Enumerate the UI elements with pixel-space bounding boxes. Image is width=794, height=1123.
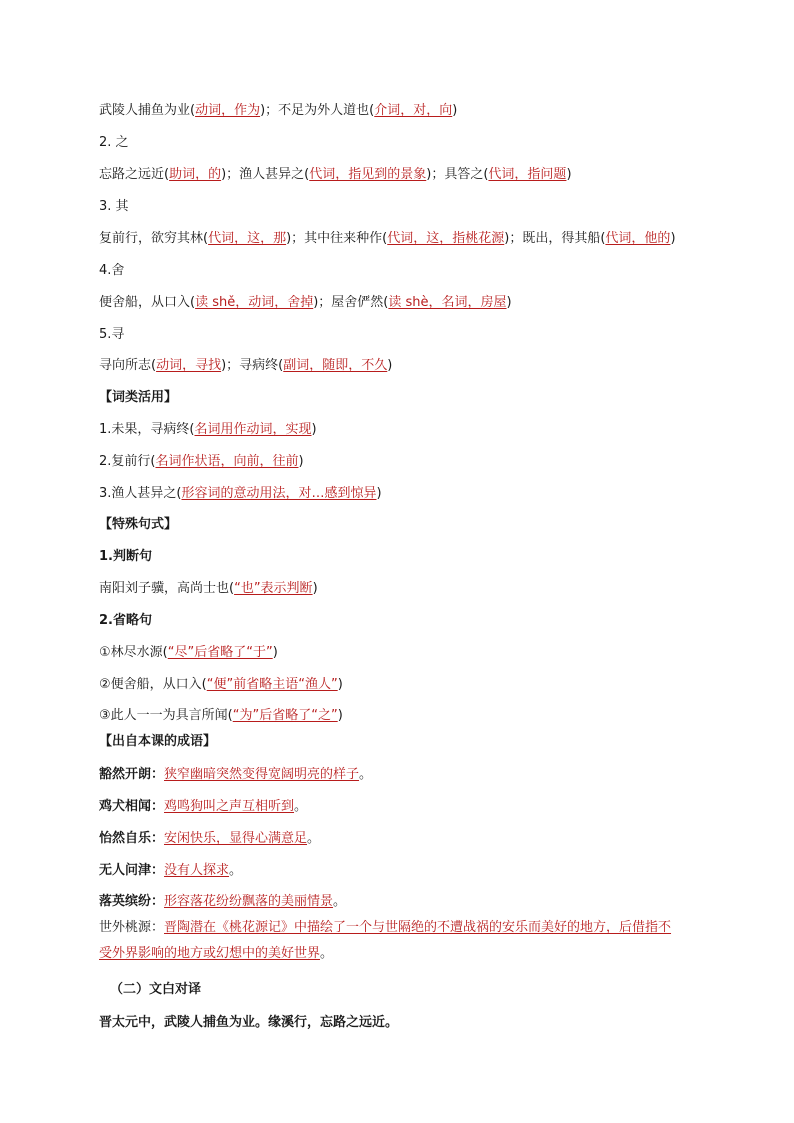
answer: 代词，他的 xyxy=(605,231,671,246)
subheading-omission: 2.省略句 xyxy=(99,613,152,628)
answer: 晋陶潜在《桃花源记》中描绘了一个与世隔绝的不遭战祸的安乐而美好的地方，后借指不 xyxy=(164,920,672,935)
word-class-line: 1.未果，寻病终(名词用作动词，实现) xyxy=(99,422,317,437)
answer: “也”表示判断 xyxy=(234,581,313,596)
original-text-line: 晋太元中，武陵人捕鱼为业。缘溪行，忘路之远近。 xyxy=(99,1015,399,1030)
answer: 代词，这，指桃花源 xyxy=(387,231,505,246)
answer: 介词，对，向 xyxy=(374,103,453,118)
item-heading: 5.寻 xyxy=(99,327,125,342)
answer: 动词，寻找 xyxy=(156,358,222,373)
sentence-line: ③此人一一为具言所闻(“为”后省略了“之”) xyxy=(99,708,343,723)
answer: 代词，指见到的景象 xyxy=(309,167,427,182)
idiom-line: 鸡犬相闻：鸡鸣狗叫之声互相听到。 xyxy=(99,799,308,814)
subheading-judgment: 1.判断句 xyxy=(99,549,152,564)
word-class-line: 3.渔人甚异之(形容词的意动用法，对…感到惊异) xyxy=(99,486,382,501)
note-line-qi: 复前行，欲穷其林(代词，这，那)；其中往来种作(代词，这，指桃花源)；既出，得其船(代词，他的) xyxy=(99,231,676,246)
sentence-line: ①林尽水源(“尽”后省略了“于”) xyxy=(99,645,278,660)
answer: 助词，的 xyxy=(169,167,222,182)
idiom-line-continued: 受外界影响的地方或幻想中的美好世界。 xyxy=(99,946,334,961)
answer: “为”后省略了“之” xyxy=(232,708,338,723)
answer: 形容落花纷纷飘落的美丽情景 xyxy=(164,894,334,909)
answer: 没有人探求 xyxy=(164,863,230,878)
answer: 代词，指问题 xyxy=(488,167,567,182)
answer: 读 shě，动词，舍掉 xyxy=(195,295,314,310)
section-heading-idioms: 【出自本课的成语】 xyxy=(99,734,217,749)
answer: 鸡鸣狗叫之声互相听到 xyxy=(164,799,295,814)
answer: 读 shè，名词，房屋 xyxy=(388,295,507,310)
idiom-line: 世外桃源：晋陶潜在《桃花源记》中描绘了一个与世隔绝的不遭战祸的安乐而美好的地方，后借指不 xyxy=(99,920,672,935)
item-heading: 4.舍 xyxy=(99,263,125,278)
note-line-she: 便舍船，从口入(读 shě，动词，舍掉)；屋舍俨然(读 shè，名词，房屋) xyxy=(99,295,512,310)
note-line-xun: 寻向所志(动词，寻找)；寻病终(副词，随即，不久) xyxy=(99,358,393,373)
idiom-line: 无人问津：没有人探求。 xyxy=(99,863,243,878)
answer: 形容词的意动用法，对…感到惊异 xyxy=(181,486,377,501)
answer: 安闲快乐，显得心满意足 xyxy=(164,831,308,846)
note-line-wei: 武陵人捕鱼为业(动词，作为)；不足为外人道也(介词，对，向) xyxy=(99,103,458,118)
answer: “尽”后省略了“于” xyxy=(167,645,273,660)
answer: 动词，作为 xyxy=(195,103,261,118)
answer: “便”前省略主语“渔人” xyxy=(206,677,338,692)
answer: 副词，随即，不久 xyxy=(283,358,388,373)
section-heading-word-class: 【词类活用】 xyxy=(99,390,178,405)
section-heading-translation: （二）文白对译 xyxy=(110,982,202,997)
section-heading-special-sentences: 【特殊句式】 xyxy=(99,517,178,532)
sentence-line: ②便舍船，从口入(“便”前省略主语“渔人”) xyxy=(99,677,343,692)
idiom-line: 豁然开朗：狭窄幽暗突然变得宽阔明亮的样子。 xyxy=(99,767,373,782)
word-class-line: 2.复前行(名词作状语，向前，往前) xyxy=(99,454,304,469)
answer: 代词，这，那 xyxy=(208,231,287,246)
answer: 狭窄幽暗突然变得宽阔明亮的样子 xyxy=(164,767,360,782)
answer: 受外界影响的地方或幻想中的美好世界 xyxy=(99,946,321,961)
idiom-line: 怡然自乐：安闲快乐，显得心满意足。 xyxy=(99,831,321,846)
answer: 名词作状语，向前，往前 xyxy=(155,454,299,469)
item-heading: 3. 其 xyxy=(99,199,129,214)
answer: 名词用作动词，实现 xyxy=(194,422,312,437)
sentence-line: 南阳刘子骥，高尚士也(“也”表示判断) xyxy=(99,581,318,596)
note-line-zhi: 忘路之远近(助词，的)；渔人甚异之(代词，指见到的景象)；具答之(代词，指问题) xyxy=(99,167,572,182)
item-heading: 2. 之 xyxy=(99,135,129,150)
idiom-line: 落英缤纷：形容落花纷纷飘落的美丽情景。 xyxy=(99,894,347,909)
